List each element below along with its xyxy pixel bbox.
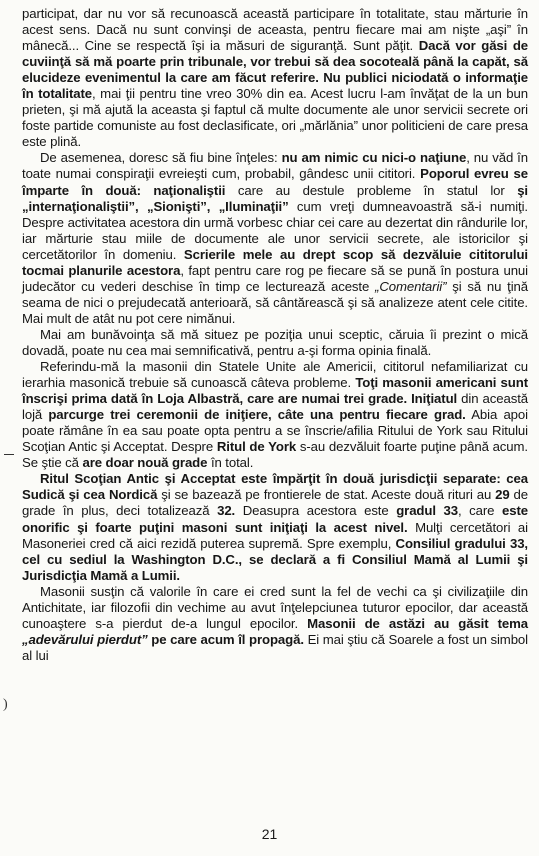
text-run: Mulţi cercetători ai Masoneriei cred că aici rezidă puterea supremă. Spre exemplu, xyxy=(22,519,528,551)
text-run: Referindu-mă la masonii din Statele Unite ale Americii, cititorul nefamiliarizat cu ierarhia masonică trebuie să cunoască câteva probleme. xyxy=(22,359,528,391)
text-run: , care xyxy=(457,503,502,519)
text-run: cum vreţi dumneavoastră să-i numiţi. Despre activitatea acestora din urmă vorbesc chiar cei care au dezertat din rândurile lor, iar mărturie stau miile de documente ale unor servicii secrete, ale istoricilor şi cercetătorilor în domeniu. xyxy=(22,198,528,262)
text-run: „Comentarii” xyxy=(375,278,447,294)
text-run: Masonii susţin că valorile în care ei cred sunt la fel de vechi ca şi civilizaţiile din Antichitate, iar filozofii din vechime au avut înţelepciunea tuturor epocilor, dar această cunoaştere s-a pierdut de-a lungul epocilor. xyxy=(22,583,528,631)
text-run: Ei mai ştiu că Soarele a fost un simbol al lui xyxy=(22,631,528,663)
text-run: este onorific şi foarte puţini masoni sunt iniţiaţi la acest nivel. xyxy=(22,503,528,535)
text-run: Dacă vor găsi de cuviinţă să mă poarte prin tribunale, vor trebui să dea socoteală până la capăt, să elucideze evenimentul la care am făcut referire. Nu publici niciodată o informaţie în totalitate xyxy=(22,38,529,102)
paragraph xyxy=(22,6,528,150)
text-run: Toţi masonii americani sunt înscrişi prima dată în Loja Albastră, care are numai trei grade. Iniţiatul xyxy=(22,375,528,407)
text-run: şi se bazează pe frontierele de stat. Aceste două rituri au xyxy=(157,487,496,503)
text-run: Mai am bunăvoinţa să mă situez pe poziţia unui sceptic, căruia îi prezint o mică dovadă, poate nu cea mai semnificativă, pentru a-şi forma opinia finală. xyxy=(22,326,528,358)
paragraph xyxy=(22,327,528,359)
margin-mark: ) xyxy=(3,697,8,712)
text-run: 29 xyxy=(495,487,510,503)
text-run: de grade în plus, deci totalizează xyxy=(22,487,528,519)
text-run: , fapt pentru care rog pe fiecare să se pună în postura unui judecător cu vederi deschise în timp ce lecturează aceste xyxy=(22,262,528,294)
body-text xyxy=(22,6,528,664)
paragraph xyxy=(22,359,528,471)
text-run: Masonii de astăzi au găsit tema xyxy=(307,615,528,631)
text-run: „adevărului pierdut” xyxy=(22,631,148,647)
text-run: 32. xyxy=(217,503,236,519)
margin-mark xyxy=(4,454,14,455)
text-run: , mai ţii pentru tine vreo 30% din ea. Acest lucru l-am învăţat de la un bun prieten, şi mă ajută la aceasta şi faptul că multe documente ale unor servicii secrete ori foste partide comuniste au fost declasificate, ori „mărlănia” unor politicieni de care presa este plină. xyxy=(22,86,528,150)
text-run: în total. xyxy=(207,455,254,471)
text-run: Ritul de York xyxy=(216,439,297,455)
text-run: , nu văd în toate numai conspiraţii evreieşti cum, probabil, gândesc unii cititori. xyxy=(22,150,528,182)
text-run: care au destule probleme în statul lor xyxy=(225,182,518,198)
text-run: participat, dar nu vor să recunoască această participare în totalitate, stau mărturie în acest sens. Dacă nu sunt convinşi de aceasta, pentru fiecare mai am nişte „aşi” în mânecă... Cine se respectă îşi ia măsuri de siguranţă. Sunt păţit. xyxy=(22,6,528,54)
text-run: gradul 33 xyxy=(396,503,458,519)
paragraph xyxy=(22,471,528,583)
text-run: De asemenea, doresc să fiu bine înţeles: xyxy=(40,150,282,166)
text-run: parcurge trei ceremonii de iniţiere, câte una pentru fiecare grad. xyxy=(48,407,466,423)
text-run: din această lojă xyxy=(22,391,528,423)
text-run: Poporul evreu se împarte în două: naţionaliştii xyxy=(22,166,528,198)
page-number: 21 xyxy=(261,826,278,842)
text-run: s-au dezvăluit foarte puţine până acum. Se ştie că xyxy=(22,439,528,471)
text-run: Abia apoi poate rămâne în ea sau poate opta pentru a se înscrie/afilia Ritului de York sau Ritului Scoţian Antic şi Acceptat. Despre xyxy=(22,407,528,455)
text-run: nu am nimic cu nici-o naţiune xyxy=(281,150,467,166)
text-run: Scrierile mele au drept scop să dezvăluie cititorului tocmai planurile acestora xyxy=(22,246,528,278)
text-run: şi „internaţionaliştii”, „Sionişti”, „Iluminaţii” xyxy=(22,182,529,214)
text-run: Deasupra acestora este xyxy=(235,503,397,519)
text-run: Consiliul gradului 33, cel cu sediul la Washington D.C., se declară a fi Consiliul Mamă al Lumii şi Jurisdicţia Mamă a Lumii. xyxy=(22,535,528,583)
paragraph xyxy=(22,150,528,327)
text-run: şi să nu ţină seama de nici o prejudecată anterioară, să cântărească şi să analizeze atent cele citite. Mai mult de atât nu pot cere nimănui. xyxy=(22,278,529,326)
text-run: are doar nouă grade xyxy=(82,455,208,471)
paragraph xyxy=(22,584,528,664)
text-run: Ritul Scoţian Antic şi Acceptat este împărţit în două jurisdicţii separate: cea Sudică şi cea Nordică xyxy=(22,471,528,503)
text-run: pe care acum îl propagă. xyxy=(147,631,304,647)
